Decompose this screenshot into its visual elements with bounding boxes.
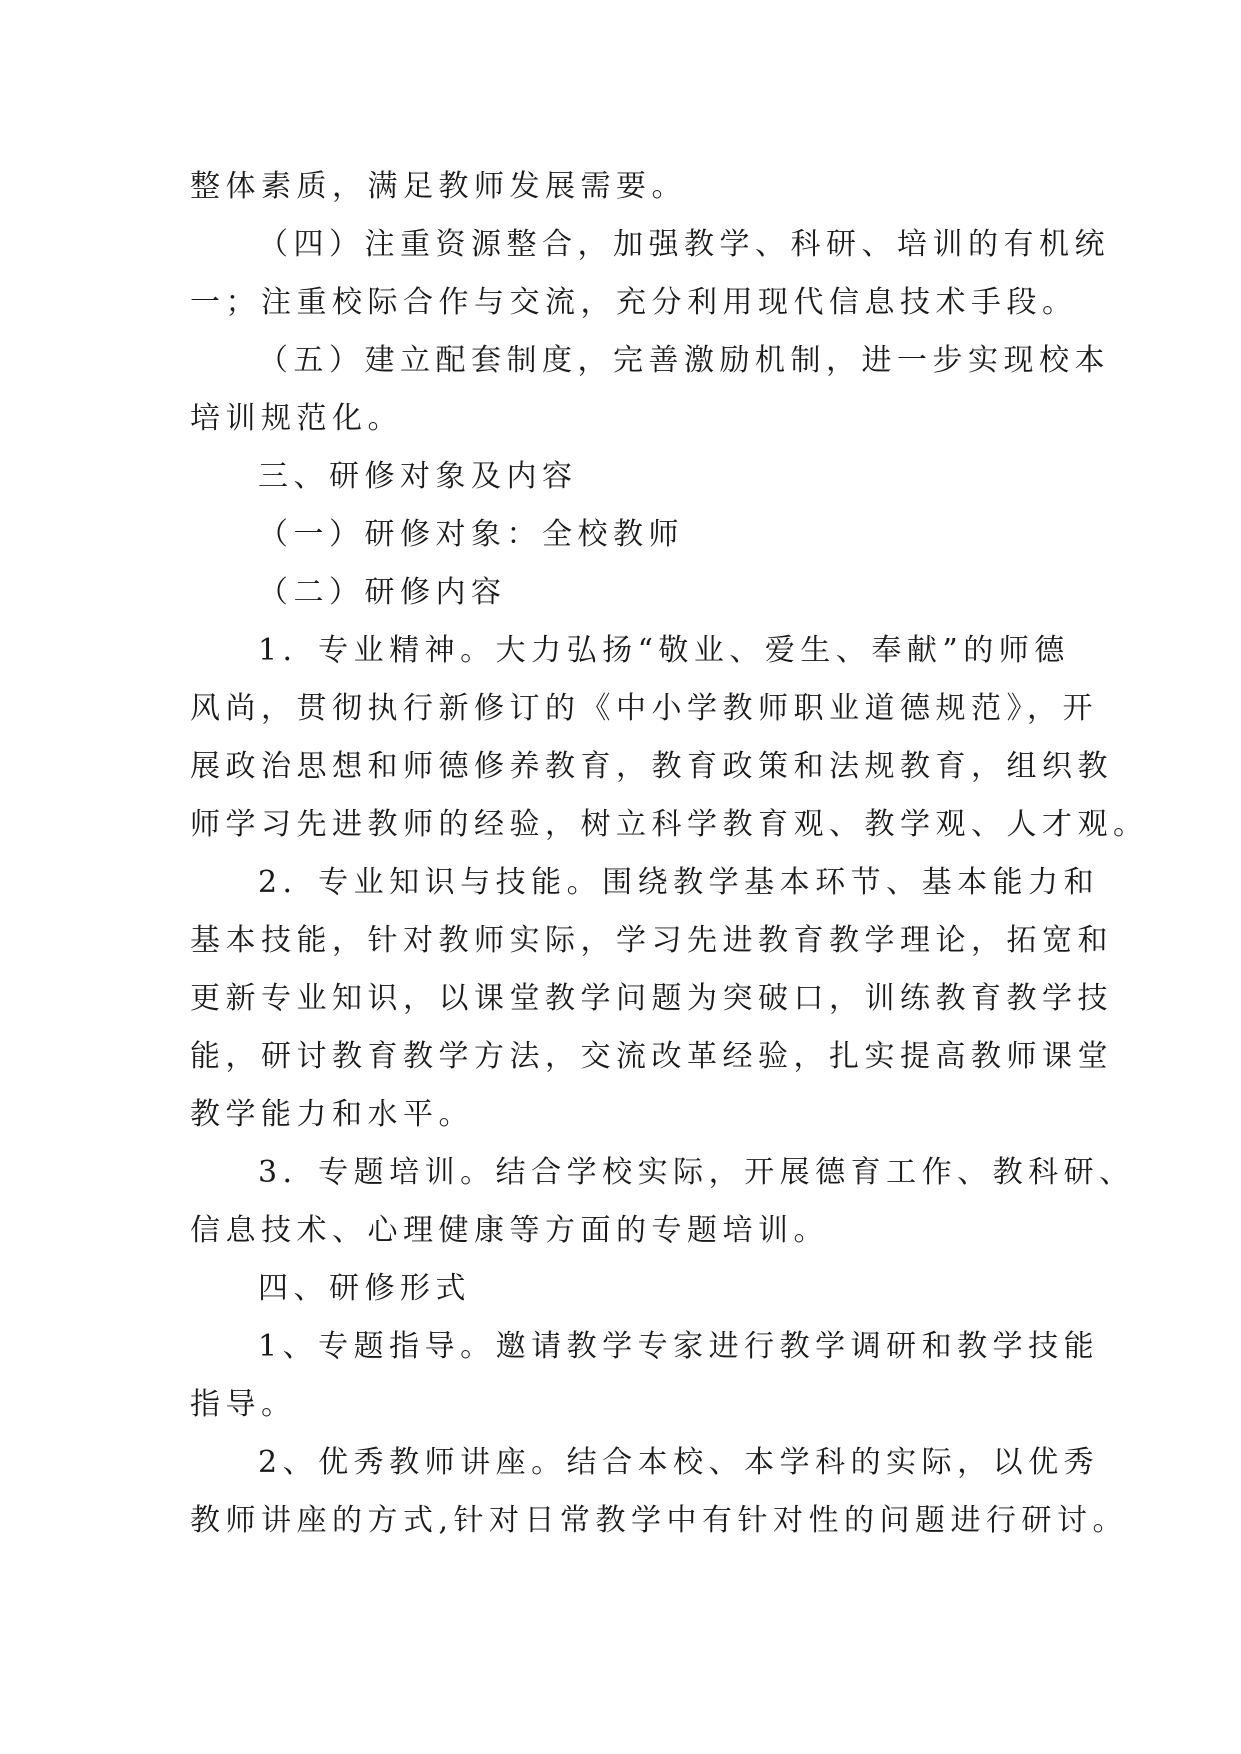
text-line: 更新专业知识，以课堂教学问题为突破口，训练教育教学技 [190,981,1113,1016]
text-line: 1．专业精神。大力弘扬“敬业、爱生、奉献”的师德 [258,633,1070,668]
text-line: （五）建立配套制度，完善激励机制，进一步实现校本 [258,343,1110,378]
text-line: 2．专业知识与技能。围绕教学基本环节、基本能力和 [258,865,1100,900]
text-line: 展政治思想和师德修养教育，教育政策和法规教育，组织教 [190,749,1113,784]
text-line: 1、专题指导。邀请教学专家进行教学调研和教学技能 [258,1329,1100,1364]
text-line: 3．专题培训。结合学校实际，开展德育工作、教科研、 [258,1155,1135,1190]
text-line: 信息技术、心理健康等方面的专题培训。 [190,1213,829,1248]
section-heading: 三、研修对象及内容 [258,459,578,494]
text-line: 师学习先进教师的经验，树立科学教育观、教学观、人才观。 [190,807,1149,842]
text-line: 2、优秀教师讲座。结合本校、本学科的实际，以优秀 [258,1445,1100,1480]
text-line: 一；注重校际合作与交流，充分利用现代信息技术手段。 [190,285,1078,320]
text-line: 基本技能，针对教师实际，学习先进教育教学理论，拓宽和 [190,923,1113,958]
text-line: 培训规范化。 [190,401,403,436]
subsection-heading: （一）研修对象：全校教师 [258,517,684,552]
subsection-heading: （二）研修内容 [258,575,507,610]
text-line: 能，研讨教育教学方法，交流改革经验，扎实提高教师课堂 [190,1039,1113,1074]
text-line: 指导。 [190,1387,297,1422]
text-line: 教师讲座的方式,针对日常教学中有针对性的问题进行研讨。 [190,1503,1129,1538]
text-line: 教学能力和水平。 [190,1097,474,1132]
text-line: （四）注重资源整合，加强教学、科研、培训的有机统 [258,227,1110,262]
text-line: 整体素质，满足教师发展需要。 [190,169,687,204]
section-heading: 四、研修形式 [258,1271,471,1306]
document-body [190,158,1149,1550]
text-line: 风尚，贯彻执行新修订的《中小学教师职业道德规范》，开 [190,691,1098,726]
